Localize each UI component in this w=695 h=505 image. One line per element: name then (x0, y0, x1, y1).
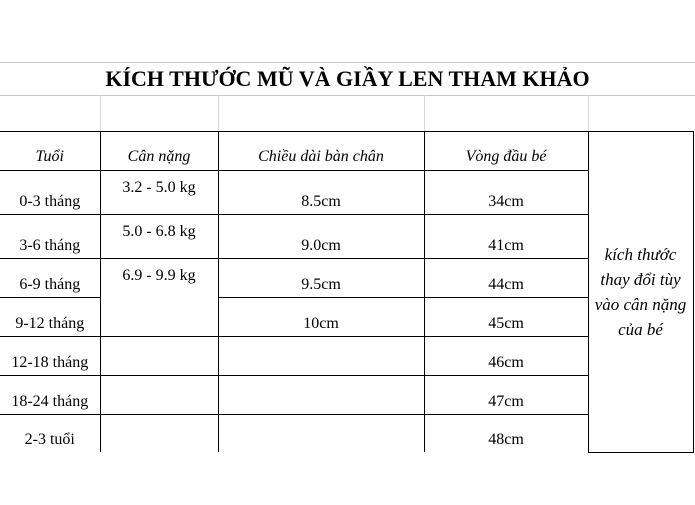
age-cell: 6-9 tháng (0, 259, 100, 298)
foot-cell: 10cm (218, 298, 424, 337)
header-foot-length: Chiều dài bàn chân (218, 132, 424, 171)
head-cell: 41cm (424, 215, 588, 259)
weight-cell (100, 376, 218, 415)
header-row (0, 132, 693, 171)
weight-cell: 6.9 - 9.9 kg (100, 259, 218, 337)
header-head-circumference: Vòng đầu bé (424, 132, 588, 171)
grid-line (588, 95, 589, 131)
foot-cell: 9.5cm (218, 259, 424, 298)
age-cell: 18-24 tháng (0, 376, 100, 415)
head-cell: 45cm (424, 298, 588, 337)
age-cell: 3-6 tháng (0, 215, 100, 259)
weight-cell: 3.2 - 5.0 kg (100, 171, 218, 215)
foot-cell: 8.5cm (218, 171, 424, 215)
head-cell: 34cm (424, 171, 588, 215)
head-cell: 46cm (424, 337, 588, 376)
age-cell: 9-12 tháng (0, 298, 100, 337)
age-cell: 2-3 tuổi (0, 415, 100, 453)
head-cell: 47cm (424, 376, 588, 415)
age-cell: 12-18 tháng (0, 337, 100, 376)
header-weight: Cân nặng (100, 132, 218, 171)
size-table (0, 131, 694, 453)
grid-line (100, 95, 101, 131)
note-cell: kích thước thay đổi tùy vào cân nặng của bé (588, 132, 693, 453)
weight-cell (100, 415, 218, 453)
head-cell: 48cm (424, 415, 588, 453)
foot-cell: 9.0cm (218, 215, 424, 259)
foot-cell (218, 376, 424, 415)
chart-title: KÍCH THƯỚC MŨ VÀ GIẦY LEN THAM KHẢO (0, 62, 695, 96)
weight-cell: 5.0 - 6.8 kg (100, 215, 218, 259)
weight-cell (100, 337, 218, 376)
age-cell: 0-3 tháng (0, 171, 100, 215)
foot-cell (218, 415, 424, 453)
foot-cell (218, 337, 424, 376)
header-age: Tuổi (0, 132, 100, 171)
grid-line (424, 95, 425, 131)
grid-line (218, 95, 219, 131)
head-cell: 44cm (424, 259, 588, 298)
